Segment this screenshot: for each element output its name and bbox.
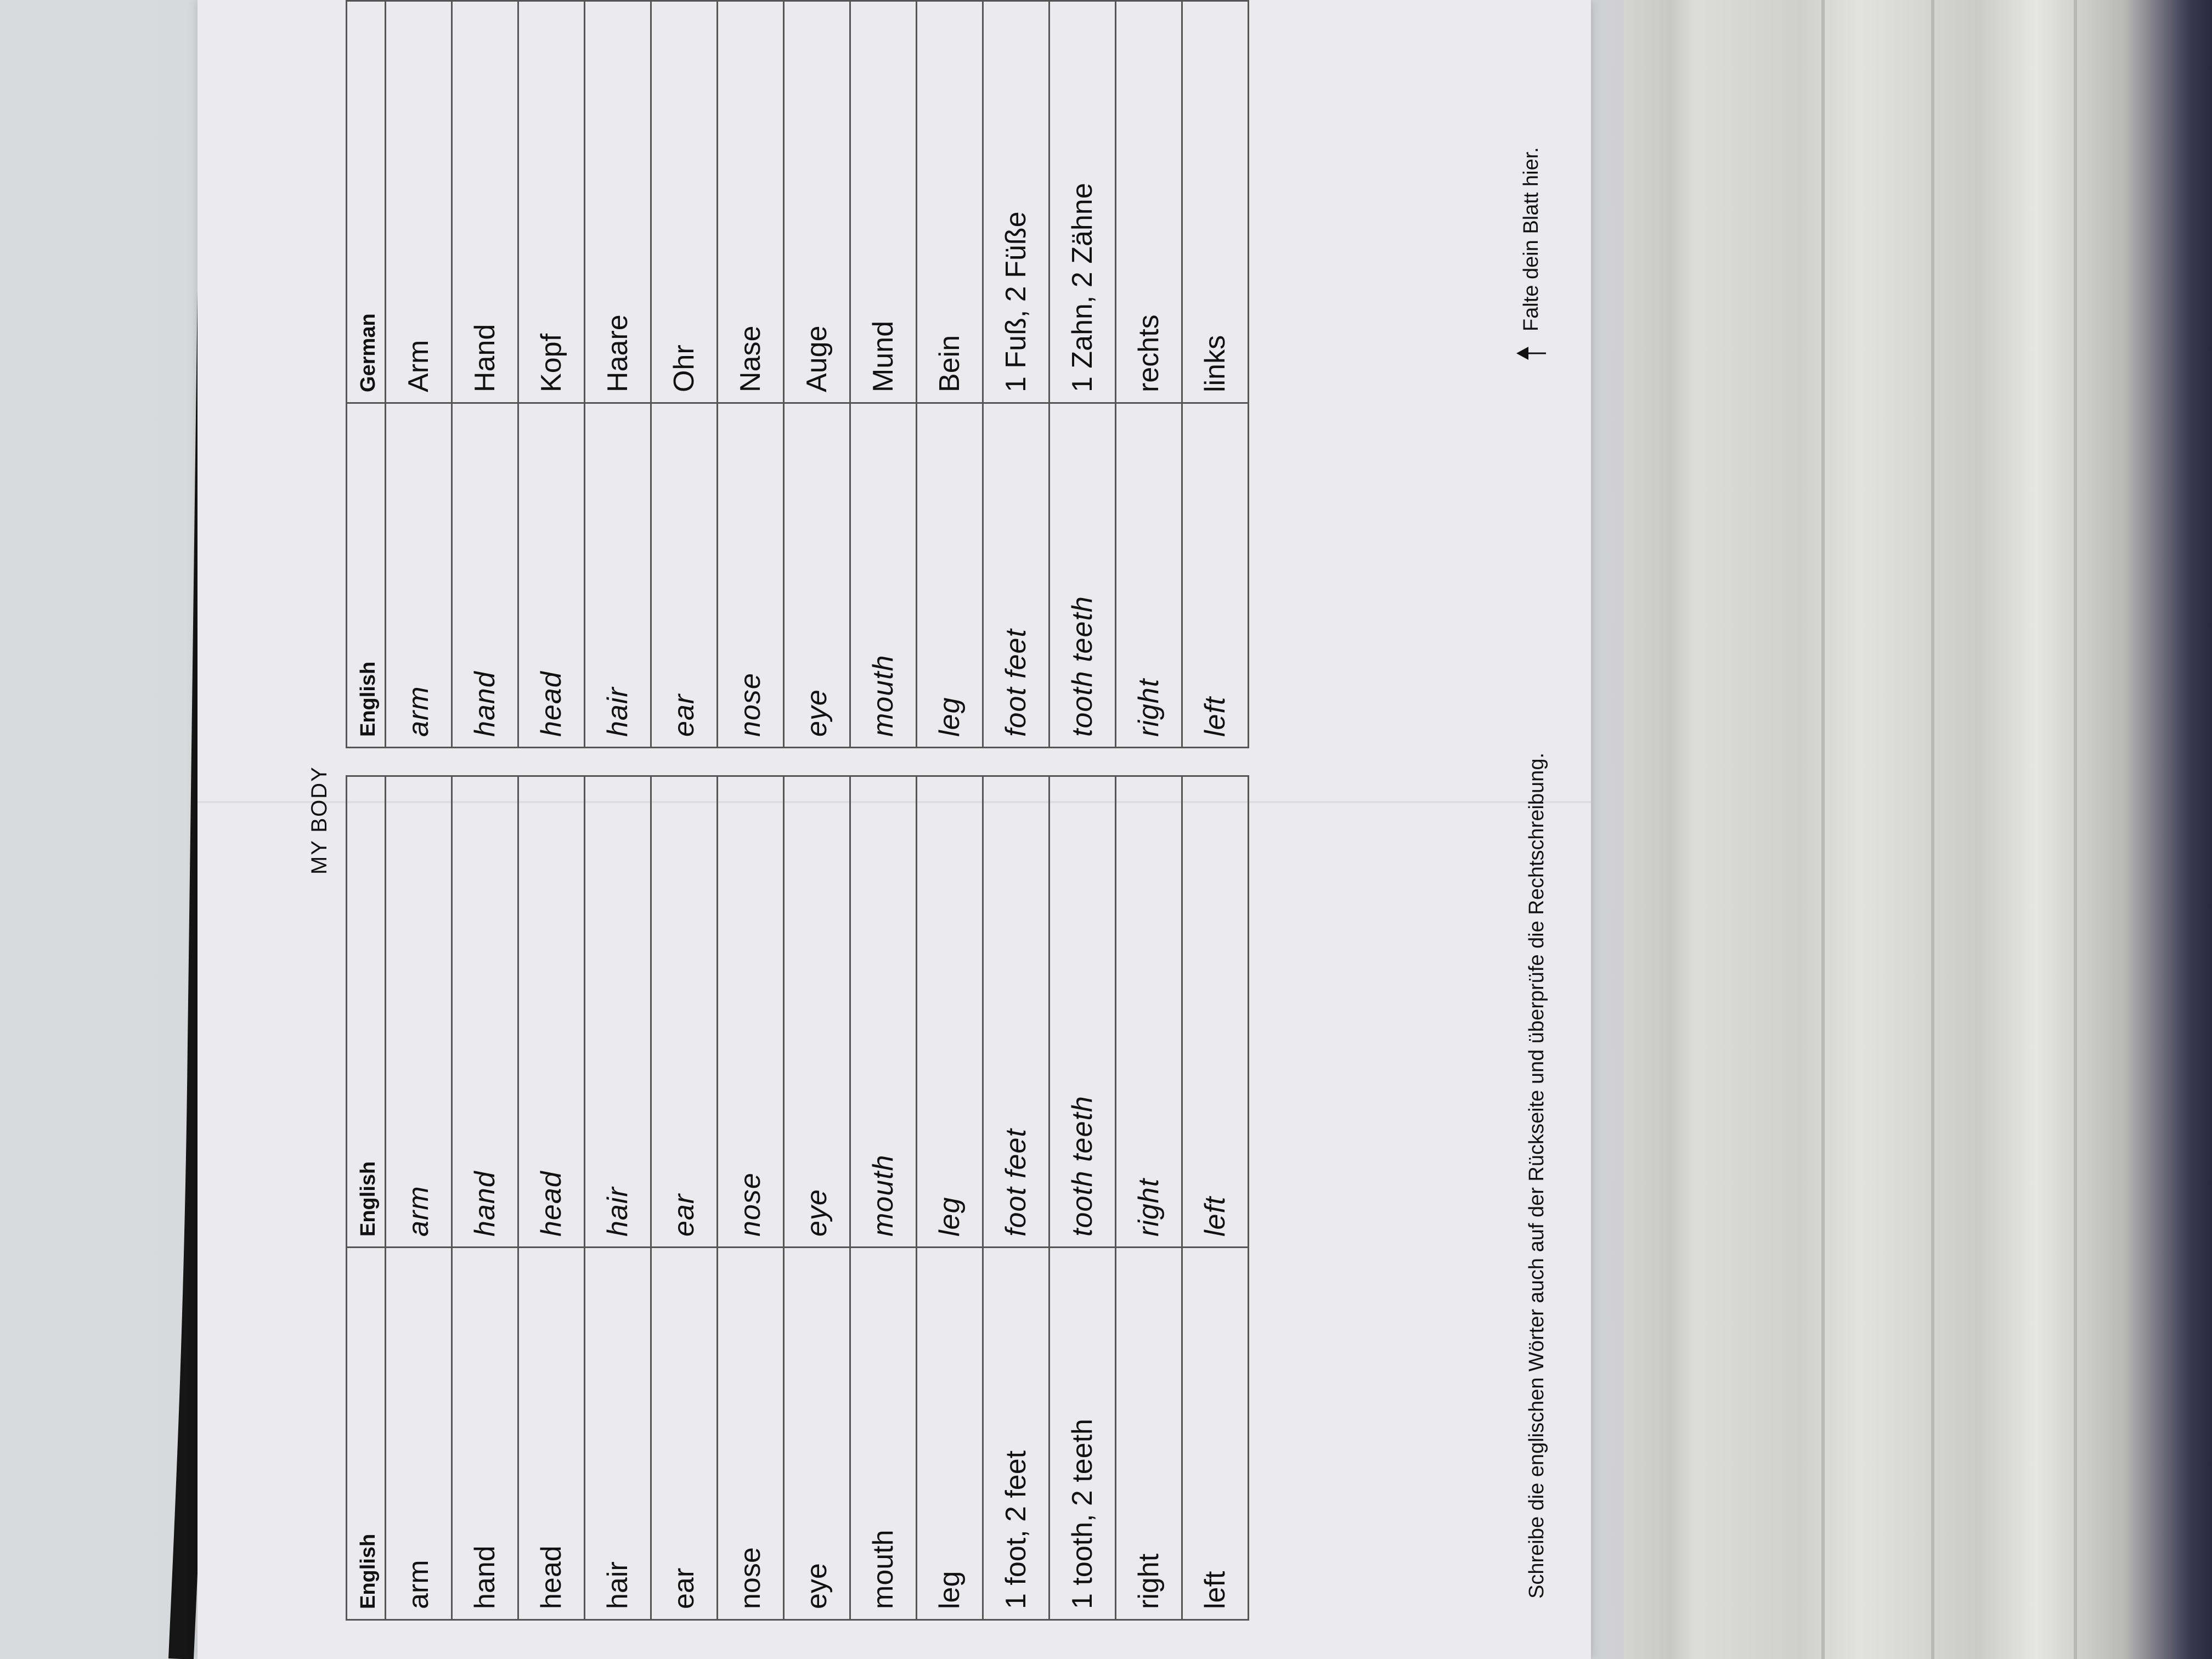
- table-row: [784, 776, 850, 1620]
- german-word: rechts: [1116, 1, 1182, 403]
- german-word: Hand: [452, 1, 518, 403]
- german-word: 1 Zahn, 2 Zähne: [1049, 1, 1116, 403]
- german-word: Ohr: [651, 1, 718, 403]
- table-row: [850, 1, 917, 748]
- vocab-table-right: [346, 0, 1249, 748]
- worksheet-photo: [176, 0, 1602, 1659]
- handwritten-word: head: [518, 776, 585, 1248]
- table-row: [1049, 1, 1116, 748]
- handwritten-word: arm: [386, 776, 452, 1248]
- printed-word: nose: [718, 1248, 784, 1620]
- table-row: [386, 776, 452, 1620]
- printed-word: 1 foot, 2 feet: [983, 1248, 1049, 1620]
- handwritten-word: foot feet: [983, 776, 1049, 1248]
- handwritten-word: eye: [784, 776, 850, 1248]
- handwritten-word: right: [1116, 776, 1182, 1248]
- frame-groove: [2074, 0, 2077, 1659]
- vocab-table-left: [346, 775, 1249, 1621]
- handwritten-word: hand: [452, 403, 518, 747]
- table-row: [983, 1, 1049, 748]
- printed-word: left: [1182, 1248, 1249, 1620]
- handwritten-word: left: [1182, 403, 1249, 747]
- table-row: [917, 776, 983, 1620]
- handwritten-word: left: [1182, 776, 1249, 1248]
- handwritten-word: leg: [917, 776, 983, 1248]
- table-row: [585, 776, 651, 1620]
- worksheet: [176, 0, 1602, 1659]
- printed-word: arm: [386, 1248, 452, 1620]
- handwritten-word: nose: [718, 776, 784, 1248]
- german-word: links: [1182, 1, 1249, 403]
- window-frame: [1624, 0, 2212, 1659]
- german-word: Arm: [386, 1, 452, 403]
- table-row: [1182, 776, 1249, 1620]
- header-german: German: [347, 1, 386, 403]
- table-row: [651, 1, 718, 748]
- header-english: English: [347, 1248, 386, 1620]
- handwritten-word: tooth teeth: [1049, 776, 1116, 1248]
- printed-word: leg: [917, 1248, 983, 1620]
- handwritten-word: leg: [917, 403, 983, 747]
- german-word: Haare: [585, 1, 651, 403]
- table-row: [718, 776, 784, 1620]
- handwritten-word: tooth teeth: [1049, 403, 1116, 747]
- printed-word: mouth: [850, 1248, 917, 1620]
- german-word: 1 Fuß, 2 Füße: [983, 1, 1049, 403]
- german-word: Mund: [850, 1, 917, 403]
- worksheet-title: MY BODY: [307, 766, 331, 874]
- handwritten-word: nose: [718, 403, 784, 747]
- handwritten-word: head: [518, 403, 585, 747]
- handwritten-word: hand: [452, 776, 518, 1248]
- table-row: [651, 776, 718, 1620]
- instruction-text: Schreibe die englischen Wörter auch auf der Rückseite und überprüfe die Rechtschreibung.: [1525, 752, 1548, 1599]
- table-row: [452, 1, 518, 748]
- table-row: [518, 776, 585, 1620]
- table-row: [1116, 776, 1182, 1620]
- handwritten-word: arm: [386, 403, 452, 747]
- table-row: [850, 776, 917, 1620]
- frame-groove: [1931, 0, 1934, 1659]
- handwritten-word: hair: [585, 403, 651, 747]
- printed-word: 1 tooth, 2 teeth: [1049, 1248, 1116, 1620]
- handwritten-word: right: [1116, 403, 1182, 747]
- frame-groove: [1821, 0, 1825, 1659]
- handwritten-word: ear: [651, 403, 718, 747]
- table-row: [1182, 1, 1249, 748]
- table-row: [1116, 1, 1182, 748]
- german-word: Auge: [784, 1, 850, 403]
- table-row: [585, 1, 651, 748]
- handwritten-word: eye: [784, 403, 850, 747]
- handwritten-word: mouth: [850, 776, 917, 1248]
- table-row: [983, 776, 1049, 1620]
- table-row: [784, 1, 850, 748]
- printed-word: eye: [784, 1248, 850, 1620]
- printed-word: head: [518, 1248, 585, 1620]
- header-english-written: English: [347, 403, 386, 747]
- printed-word: hair: [585, 1248, 651, 1620]
- table-row: [1049, 776, 1116, 1620]
- table-row: [386, 1, 452, 748]
- table-row: [452, 776, 518, 1620]
- printed-word: hand: [452, 1248, 518, 1620]
- table-row: [917, 1, 983, 748]
- table-row: [518, 1, 585, 748]
- handwritten-word: hair: [585, 776, 651, 1248]
- handwritten-word: ear: [651, 776, 718, 1248]
- german-word: Kopf: [518, 1, 585, 403]
- printed-word: ear: [651, 1248, 718, 1620]
- arrow-up-icon: [1514, 342, 1547, 364]
- handwritten-word: mouth: [850, 403, 917, 747]
- handwritten-word: foot feet: [983, 403, 1049, 747]
- fold-note: Falte dein Blatt hier.: [1520, 147, 1543, 331]
- table-row: [718, 1, 784, 748]
- german-word: Nase: [718, 1, 784, 403]
- printed-word: right: [1116, 1248, 1182, 1620]
- german-word: Bein: [917, 1, 983, 403]
- header-english-written: English: [347, 776, 386, 1248]
